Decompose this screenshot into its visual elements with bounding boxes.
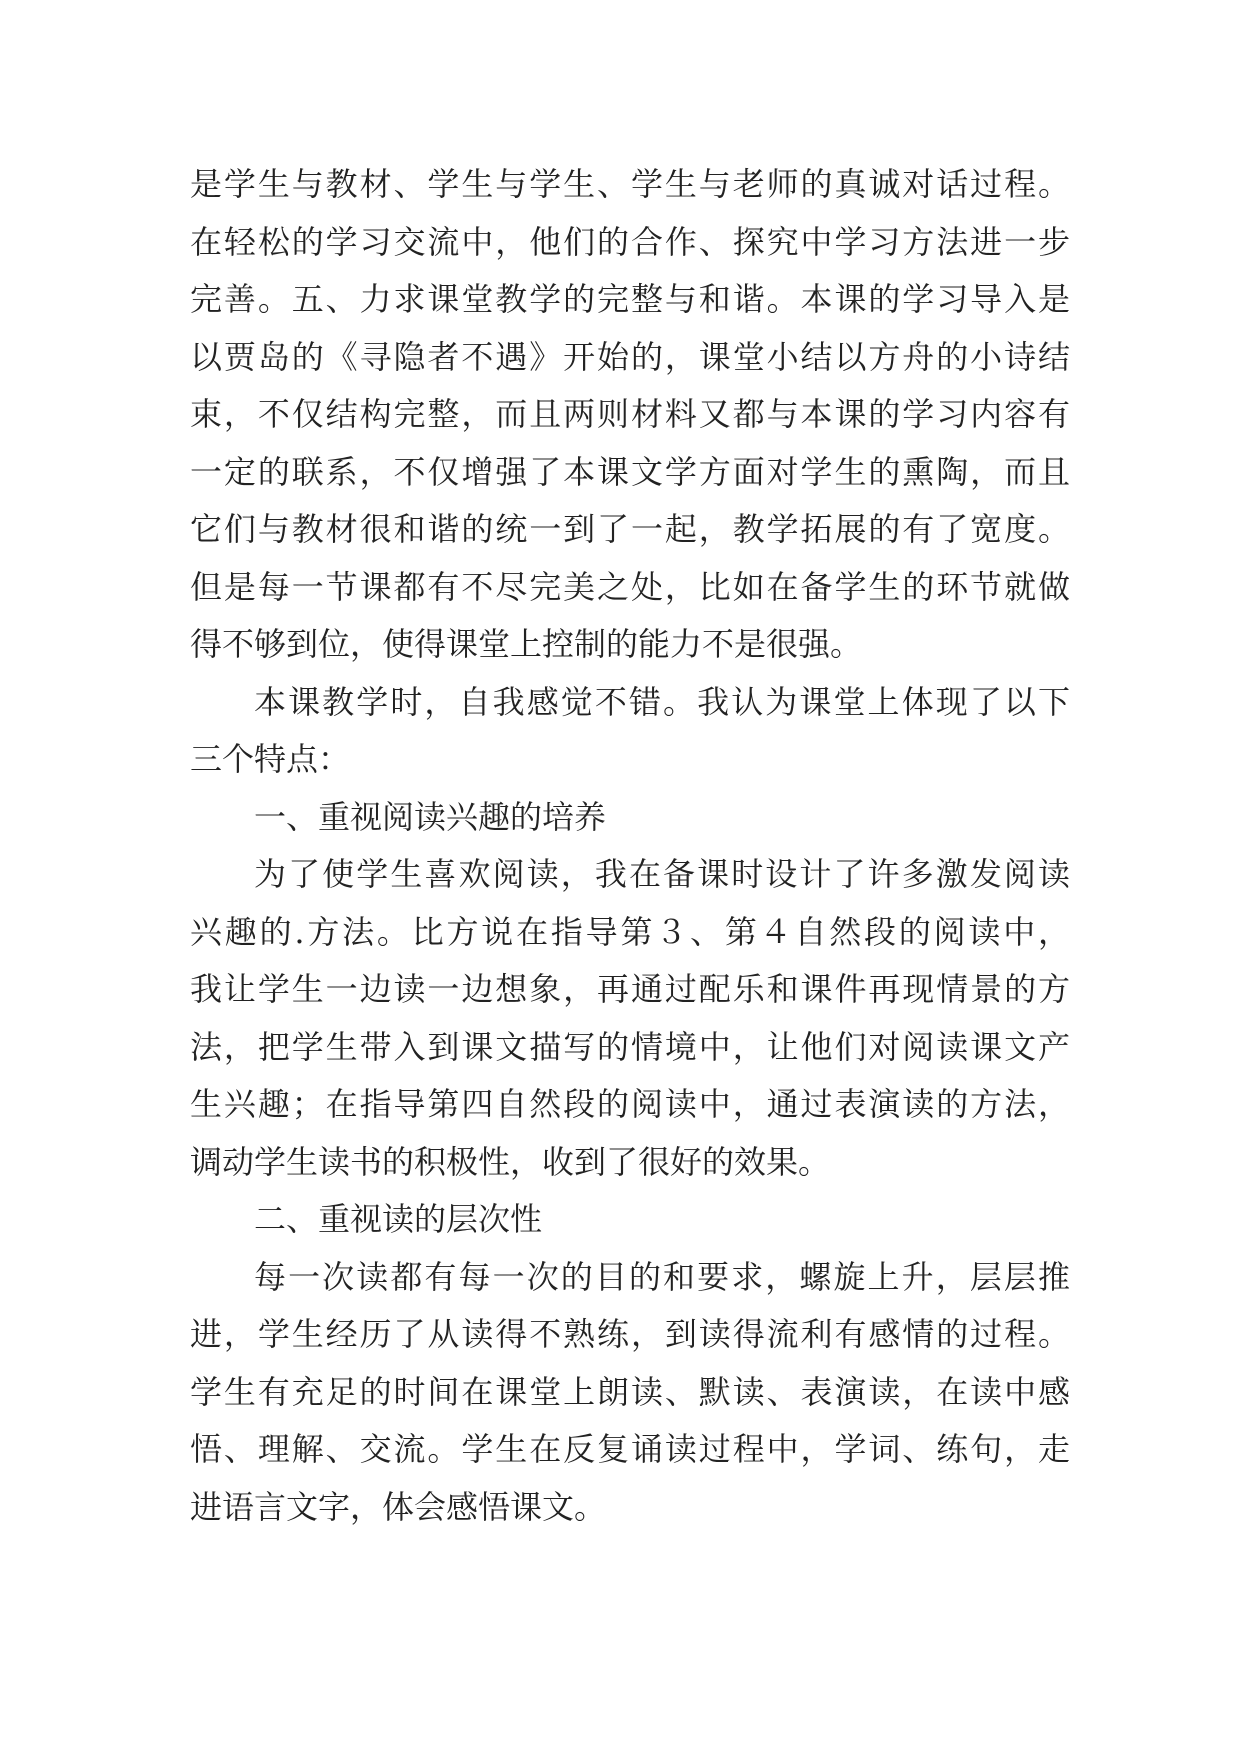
text-line: 一定的联系，不仅增强了本课文学方面对学生的熏陶，而且 xyxy=(190,452,1070,491)
text-line: 二、重视读的层次性 xyxy=(254,1200,543,1238)
text-line: 三个特点： xyxy=(190,740,351,778)
text-line: 是学生与教材、学生与学生、学生与老师的真诚对话过程。 xyxy=(190,165,1070,203)
text-line: 为了使学生喜欢阅读，我在备课时设计了许多激发阅读 xyxy=(254,855,1070,893)
document-body xyxy=(190,156,1070,1536)
text-line: 我让学生一边读一边想象，再通过配乐和课件再现情景的方 xyxy=(190,970,1070,1008)
text-line: 在轻松的学习交流中，他们的合作、探究中学习方法进一步 xyxy=(190,222,1070,261)
text-line: 进，学生经历了从读得不熟练，到读得流利有感情的过程。 xyxy=(190,1315,1070,1353)
text-line: 得不够到位，使得课堂上控制的能力不是很强。 xyxy=(190,625,863,663)
text-line: 生兴趣；在指导第四自然段的阅读中，通过表演读的方法， xyxy=(190,1085,1070,1123)
text-line: 完善。五、力求课堂教学的完整与和谐。本课的学习导入是 xyxy=(190,280,1070,318)
text-line: 束，不仅结构完整，而且两则材料又都与本课的学习内容有 xyxy=(190,395,1070,433)
text-line: 学生有充足的时间在课堂上朗读、默读、表演读，在读中感 xyxy=(190,1372,1070,1411)
text-line: 法，把学生带入到课文描写的情境中，让他们对阅读课文产 xyxy=(190,1027,1070,1066)
text-line: 兴趣的.方法。比方说在指导第３、第４自然段的阅读中， xyxy=(190,912,1070,951)
text-line: 每一次读都有每一次的目的和要求，螺旋上升，层层推 xyxy=(254,1257,1070,1296)
text-line: 以贾岛的《寻隐者不遇》开始的，课堂小结以方舟的小诗结 xyxy=(190,337,1070,376)
text-line: 进语言文字，体会感悟课文。 xyxy=(190,1487,607,1526)
text-line: 调动学生读书的积极性，收到了很好的效果。 xyxy=(190,1142,831,1181)
text-line: 但是每一节课都有不尽完美之处，比如在备学生的环节就做 xyxy=(190,567,1070,606)
text-line: 本课教学时，自我感觉不错。我认为课堂上体现了以下 xyxy=(254,682,1070,721)
text-line: 悟、理解、交流。学生在反复诵读过程中，学词、练句，走 xyxy=(190,1430,1070,1468)
text-line: 一、重视阅读兴趣的培养 xyxy=(254,797,607,836)
text-line: 它们与教材很和谐的统一到了一起，教学拓展的有了宽度。 xyxy=(190,510,1070,548)
